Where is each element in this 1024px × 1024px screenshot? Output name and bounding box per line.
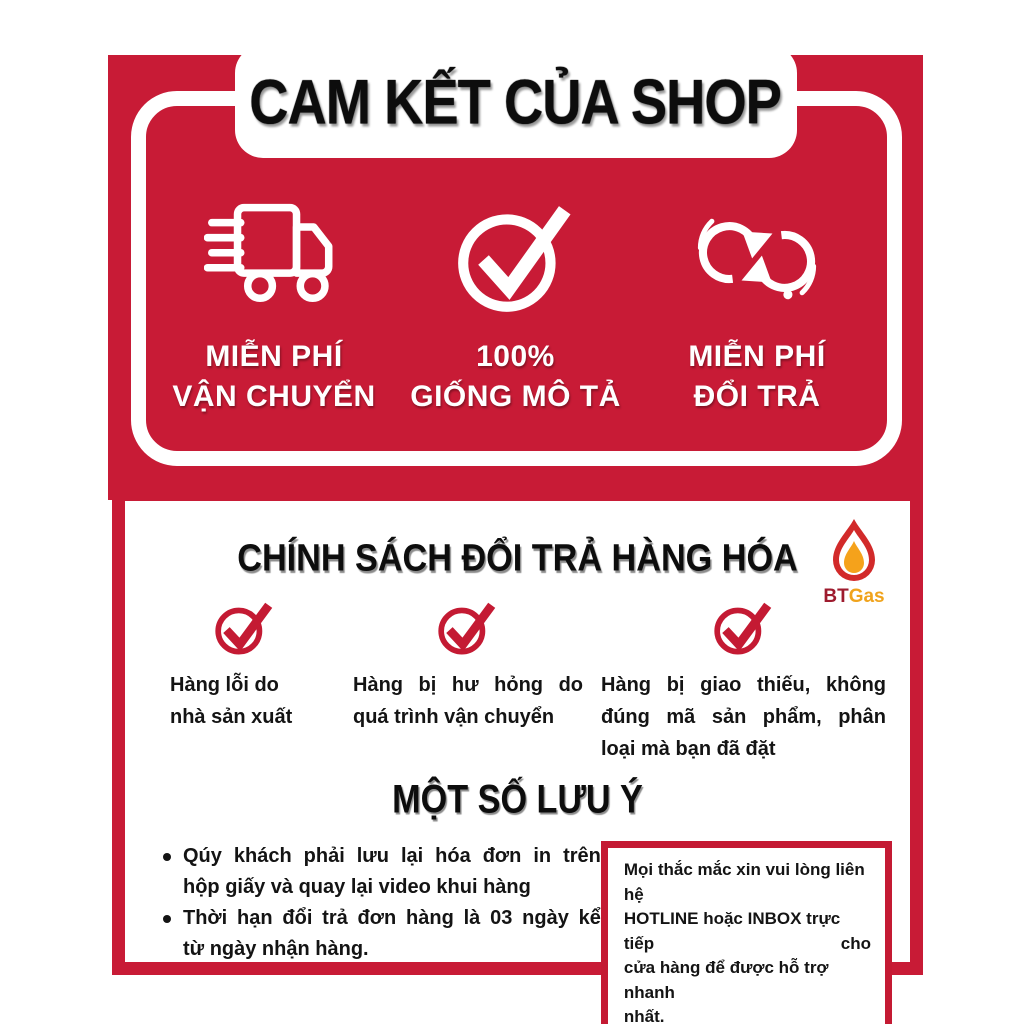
notes-title: MỘT SỐ LƯU Ý xyxy=(392,777,643,823)
flame-icon xyxy=(825,517,883,589)
feature-label-line: ĐỔI TRẢ xyxy=(693,380,821,413)
return-case-shipping-damage xyxy=(353,597,583,765)
case-text-line: Hàng bị hư hỏng do xyxy=(353,674,583,696)
note-line: Qúy khách phải lưu lại hóa đơn in trên xyxy=(183,845,601,867)
feature-label-line: MIỄN PHÍ xyxy=(688,340,826,373)
commitment-section xyxy=(108,55,923,500)
return-case-text xyxy=(601,669,886,765)
note-line: hộp giấy và quay lại video khui hàng xyxy=(183,876,531,898)
note-line: Thời hạn đổi trả đơn hàng là 03 ngày kể xyxy=(183,907,601,929)
shop-commitment-title: CAM KẾT CỦA SHOP xyxy=(249,66,782,137)
check-circle-icon xyxy=(212,597,278,661)
check-circle-icon xyxy=(711,597,777,661)
btgas-logo-gas: Gas xyxy=(848,586,885,607)
check-circle-icon xyxy=(450,193,582,321)
note-line: từ ngày nhận hàng. xyxy=(183,938,369,960)
case-text-line: loại mà bạn đã đặt xyxy=(601,738,776,760)
feature-label xyxy=(172,337,375,417)
note-item xyxy=(157,841,601,903)
return-case-wrong-item xyxy=(601,597,886,765)
btgas-logo xyxy=(814,517,894,607)
check-circle-icon xyxy=(435,597,501,661)
feature-free-shipping xyxy=(160,193,388,417)
contact-line: Mọi thắc mắc xin vui lòng liên hệ xyxy=(623,860,865,904)
feature-label xyxy=(410,337,621,417)
contact-line: HOTLINE hoặc INBOX trực tiếp cho xyxy=(623,909,871,953)
delivery-truck-icon xyxy=(204,193,344,321)
case-text-line: quá trình vận chuyển xyxy=(353,706,555,728)
return-policy-section xyxy=(112,488,923,1024)
case-text-line: Hàng lỗi do xyxy=(170,674,279,696)
feature-as-described xyxy=(402,193,630,417)
return-case-text xyxy=(353,669,583,733)
feature-label-line: GIỐNG MÔ TẢ xyxy=(410,380,621,413)
contact-line: cửa hàng để được hỗ trợ nhanh xyxy=(623,958,829,1002)
notes-and-contact-row xyxy=(157,841,892,1024)
return-cases-row xyxy=(155,597,886,765)
feature-label-line: MIỄN PHÍ xyxy=(205,340,343,373)
return-case-text xyxy=(170,669,320,733)
note-item xyxy=(157,903,601,965)
case-text-line: Hàng bị giao thiếu, không xyxy=(601,674,886,696)
return-case-manufacturer-defect xyxy=(155,597,335,765)
feature-row xyxy=(108,193,923,417)
feature-label xyxy=(688,337,825,417)
shop-commitment-title-box xyxy=(235,45,797,158)
feature-free-returns xyxy=(643,193,871,417)
notes-list xyxy=(157,841,601,965)
hotline-contact-box xyxy=(601,841,892,1024)
case-text-line: nhà sản xuất xyxy=(170,706,293,728)
return-policy-title: CHÍNH SÁCH ĐỔI TRẢ HÀNG HÓA xyxy=(237,535,798,580)
feature-label-line: VẬN CHUYỂN xyxy=(172,380,376,413)
feature-label-line: 100% xyxy=(476,340,555,373)
btgas-logo-bt: BT xyxy=(823,586,849,607)
exchange-arrows-icon xyxy=(689,193,825,321)
contact-line: nhất. xyxy=(623,1007,665,1024)
case-text-line: đúng mã sản phẩm, phân xyxy=(601,706,886,728)
